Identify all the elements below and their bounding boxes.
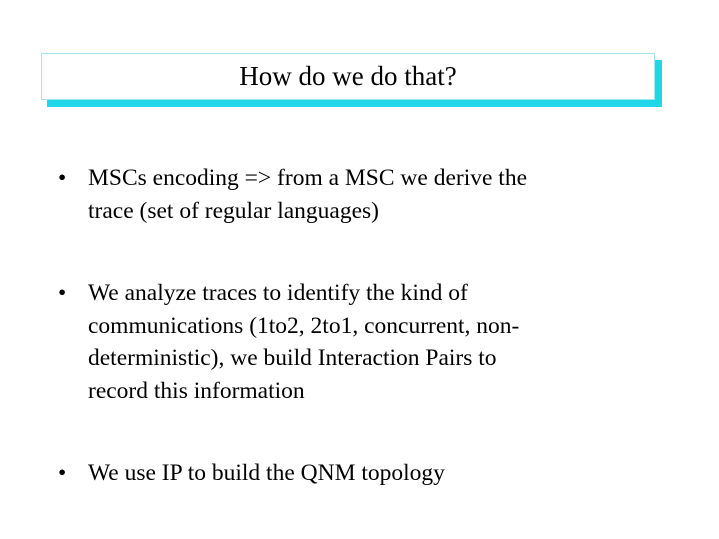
bullet-item-msc-encoding (58, 162, 648, 227)
bullet-line: We analyze traces to identify the kind of (88, 280, 468, 306)
bullet-line: MSCs encoding => from a MSC we derive the (88, 165, 528, 191)
bullet-line: We use IP to build the QNM topology (88, 460, 445, 486)
bullet-line: deterministic), we build Interaction Pairs to (88, 345, 497, 371)
bullet-marker: • (58, 280, 67, 306)
slide-title: How do we do that? (239, 61, 457, 91)
bullet-line: record this information (88, 377, 305, 404)
bullet-marker: • (58, 165, 67, 191)
bullet-line: trace (set of regular languages) (88, 197, 379, 224)
bullet-item-qnm-topology (58, 457, 648, 490)
bullet-item-analyze-traces (58, 277, 648, 407)
bullet-marker: • (58, 460, 67, 486)
bullet-line: communications (1to2, 2to1, concurrent, non- (88, 312, 520, 339)
